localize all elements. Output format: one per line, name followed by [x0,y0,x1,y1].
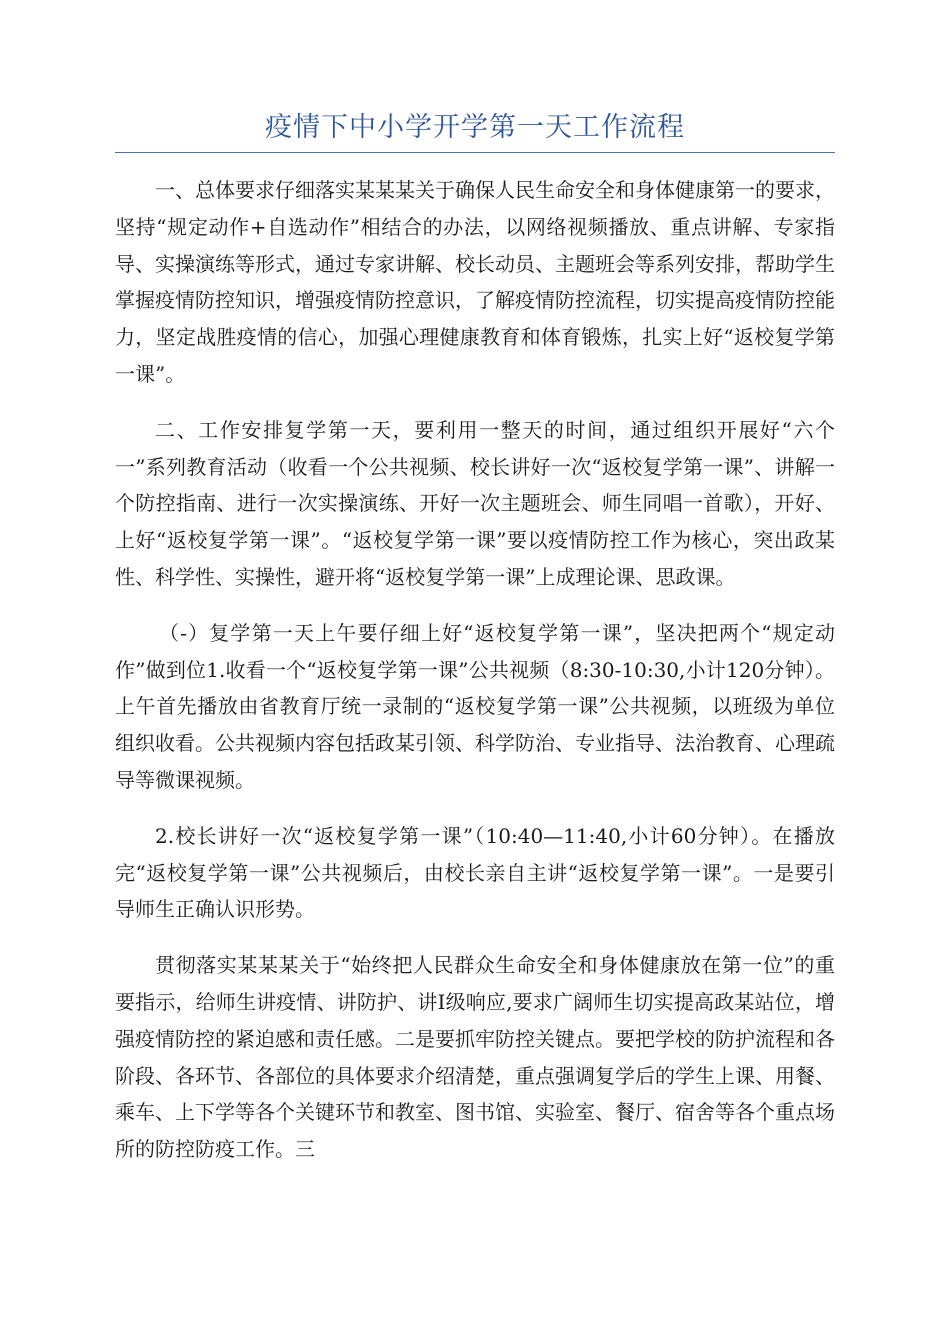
paragraph-general-requirements: 一、总体要求仔细落实某某某关于确保人民生命安全和身体健康第一的要求，坚持“规定动作+自选动作”相结合的办法，以网络视频播放、重点讲解、专家指导、实操演练等形式，通过专家讲解、校长动员、主题班会等系列安排，帮助学生掌握疫情防控知识，增强疫情防控意识，了解疫情防控流程，切实提高疫情防控能力，坚定战胜疫情的信心，加强心理健康教育和体育锻炼，扎实上好“返校复学第一课”。 [115,178,835,386]
paragraph-morning-first-lesson: （-）复学第一天上午要仔细上好“返校复学第一课”，坚决把两个“规定动作”做到位1.收看一个“返校复学第一课”公共视频（8:30-10:30,小计120分钟）。上午首先播放由省教育厅统一录制的“返校复学第一课”公共视频，以班级为单位组织收看。公共视频内容包括政某引领、科学防治、专业指导、法治教育、心理疏导等微课视频。 [115,620,835,792]
paragraph-implementation: 贯彻落实某某某关于“始终把人民群众生命安全和身体健康放在第一位”的重要指示，给师生讲疫情、讲防护、讲Ⅰ级响应,要求广阔师生切实提高政某站位，增强疫情防控的紧迫感和责任感。二是要抓牢防控关键点。要把学校的防护流程和各阶段、各环节、各部位的具体要求介绍清楚，重点强调复学后的学生上课、用餐、乘车、上下学等各个关键环节和教室、图书馆、实验室、餐厅、宿舍等各个重点场所的防控防疫工作。三 [115,953,835,1162]
title-underline [115,152,835,153]
document-title: 疫情下中小学开学第一天工作流程 [265,112,685,143]
document-body [115,172,835,1187]
paragraph-work-arrangement: 二、工作安排复学第一天，要利用一整天的时间，通过组织开展好“六个一”系列教育活动（收看一个公共视频、校长讲好一次“返校复学第一课”、讲解一个防控指南、进行一次实操演练、开好一次主题班会、师生同唱一首歌），开好、上好“返校复学第一课”。“返校复学第一课”要以疫情防控工作为核心，突出政某性、科学性、实操性，避开将“返校复学第一课”上成理论课、思政课。 [115,417,835,589]
paragraph-principal-lesson: 2.校长讲好一次“返校复学第一课”（10:40—11:40,小计60分钟）。在播放完“返校复学第一课”公共视频后，由校长亲自主讲“返校复学第一课”。一是要引导师生正确认识形势。 [115,823,835,922]
